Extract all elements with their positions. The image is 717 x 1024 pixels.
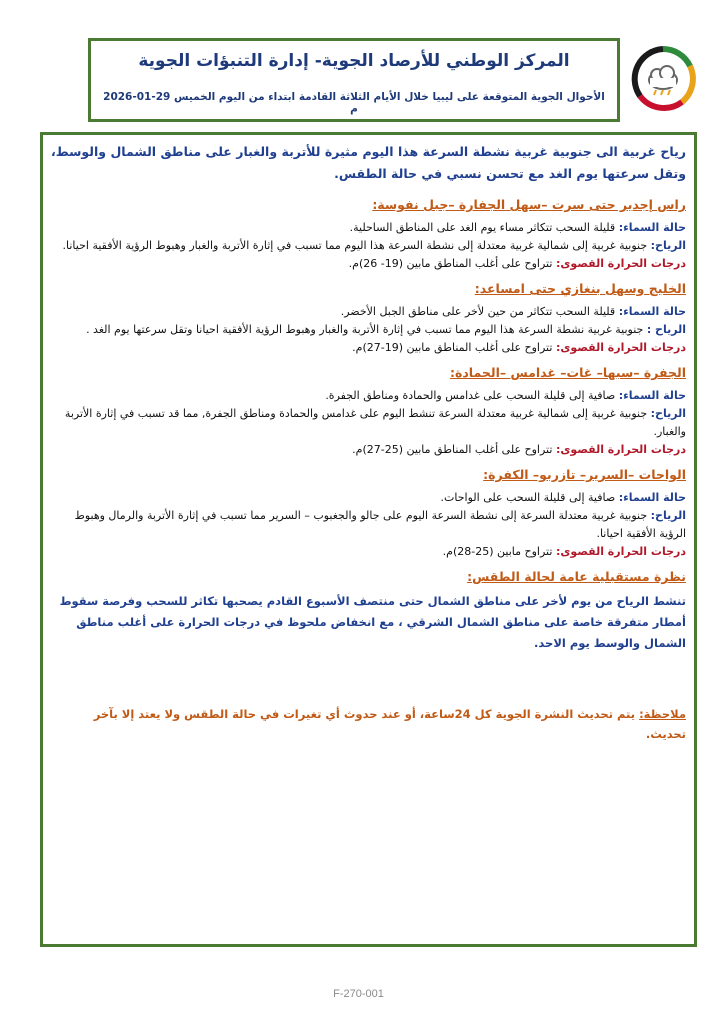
sky-text: قليلة السحب تتكاثر مساء يوم الغد على المناطق الساحلية. [349,221,616,234]
temp-label: درجات الحرارة القصوى: [555,257,686,270]
temp-text: تتراوح على أغلب المناطق مابين (19- 26)م. [348,257,553,270]
sky-line [51,489,686,507]
sky-line [51,219,686,237]
wind-label: الرياح : [646,323,686,336]
temp-text: تتراوح مابين (25-28)م. [442,545,553,558]
note-line [51,704,686,744]
wind-label: الرياح: [650,239,686,252]
temp-label: درجات الحرارة القصوى: [555,443,686,456]
temp-label: درجات الحرارة القصوى: [555,545,686,558]
region-section [51,195,686,273]
wind-label: الرياح: [650,509,686,522]
wind-text: جنوبية غربية إلى شمالية غربية معتدلة السرعة تنشط اليوم على غدامس والحمادة ومناطق الجفرة, مما قد تسبب في إثارة الأتربة والغبار. [64,407,686,438]
weather-cloud-sun-icon [630,46,696,112]
region-section [51,363,686,459]
temp-text: تتراوح على أغلب المناطق مابين (19-27)م. [352,341,553,354]
wind-text: جنوبية غربية معتدلة السرعة إلى نشطة السرعة اليوم على جالو والجغبوب – السرير مما تسبب في إثارة الأتربة والرمال وهبوط الرؤية الأفقية احيانا. [74,509,686,540]
wind-line [51,237,686,255]
region-section [51,279,686,357]
region-section [51,465,686,561]
outlook-text: تنشط الرياح من يوم لأخر على مناطق الشمال حتى منتصف الأسبوع القادم يصحبها تكاثر للسحب وفرصة سقوط أمطار متفرقة خاصة على مناطق الشمال الشرقي ، مع انخفاض ملحوظ في درجات الحرارة على أغلب مناطق الشمال والوسط يوم الاحد. [59,594,686,650]
temp-text: تتراوح على أغلب المناطق مابين (25-27)م. [352,443,553,456]
form-code: F-270-001 [333,988,384,1000]
wind-text: جنوبية غربية إلى شمالية غربية معتدلة إلى نشطة السرعة هذا اليوم مما تسبب في إثارة الأتربة والغبار وهبوط الرؤية الأفقية احيانا. [62,239,648,252]
bulletin-content [51,141,686,744]
wind-line [51,405,686,441]
region-title: الواحات –السرير– تازربو– الكفرة: [483,467,686,482]
note-label: ملاحظة: [639,707,686,721]
wind-label: الرياح: [650,407,686,420]
temp-line [51,441,686,459]
sky-text: صافية إلى قليلة السحب على غدامس والحمادة ومناطق الجفرة. [325,389,616,402]
sky-label: حالة السماء: [618,389,686,402]
sky-label: حالة السماء: [618,491,686,504]
sky-line [51,303,686,321]
region-title: راس إجدير حتى سرت –سهل الجفارة –جبل نفوسة: [372,197,686,212]
temp-line [51,255,686,273]
sky-text: قليلة السحب تتكاثر من حين لأخر على مناطق الجبل الأخضر. [340,305,616,318]
intro-paragraph: رياح غربية الى جنوبية غربية نشطة السرعة هذا اليوم مثيرة للأتربة والغبار على مناطق الشمال والوسط، وتقل سرعتها يوم الغد مع تحسن نسبي في حالة الطقس. [51,144,686,181]
sky-label: حالة السماء: [618,221,686,234]
sky-line [51,387,686,405]
wind-text: جنوبية غربية نشطة السرعة هذا اليوم مما تسبب في إثارة الأتربة والغبار وهبوط الرؤية الأفقية احيانا وتقل سرعتها يوم الغد . [86,323,644,336]
sky-text: صافية إلى قليلة السحب على الواحات. [440,491,616,504]
header-box [88,38,620,122]
wind-line [51,321,686,339]
temp-line [51,339,686,357]
note-text: يتم تحديث النشرة الجوية كل 24ساعة، أو عند حدوث أي تغيرات في حالة الطقس ولا يعتد إلا بآخر تحديث. [93,707,686,741]
page-title: المركز الوطني للأرصاد الجوية- إدارة التنبؤات الجوية [138,51,570,71]
sky-label: حالة السماء: [618,305,686,318]
temp-label: درجات الحرارة القصوى: [555,341,686,354]
temp-line [51,543,686,561]
region-title: الجفرة –سبها– غات– غدامس –الحمادة: [450,365,686,380]
wind-line [51,507,686,543]
bulletin-box [40,132,697,947]
outlook-title: نظرة مستقبلية عامة لحالة الطقس: [467,569,686,584]
region-title: الخليج وسهل بنغازي حتى امساعد: [474,281,686,296]
page-subtitle: الأحوال الجوية المتوقعة على ليبيا خلال الأيام الثلاثة القادمة ابتداء من اليوم الخميس 29-01-2026 م [103,91,605,115]
